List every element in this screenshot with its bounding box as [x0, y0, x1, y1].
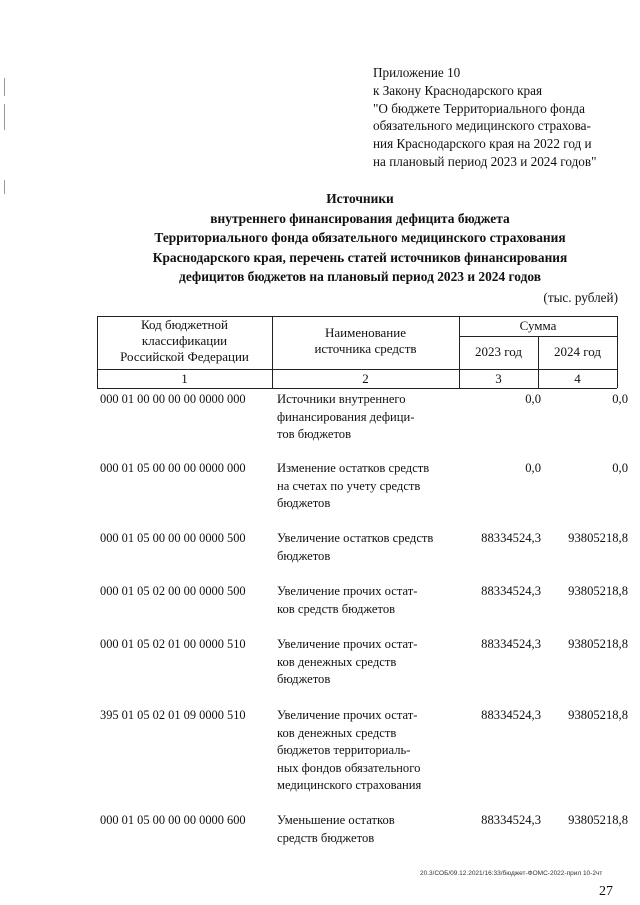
scan-margin-mark	[4, 104, 5, 130]
col-number: 4	[574, 371, 581, 386]
appendix-note	[373, 64, 635, 171]
header-code: Код бюджетной классификации Российской Федерации	[120, 317, 249, 364]
row-code: 000 01 05 02 01 00 0000 510	[100, 637, 246, 651]
row-value-2024: 93805218,8	[568, 637, 628, 651]
units-label: (тыс. рублей)	[543, 290, 618, 305]
row-value-2024: 93805218,8	[568, 531, 628, 545]
appendix-line: обязательного медицинского страхова-	[373, 118, 591, 134]
title-line: Территориального фонда обязательного медицинского страхования	[154, 230, 566, 245]
row-code: 000 01 00 00 00 00 0000 000	[100, 392, 246, 406]
col-number: 1	[181, 371, 188, 386]
title-line: Краснодарского края, перечень статей источников финансирования	[152, 249, 568, 265]
header-year-2024: 2024 год	[554, 344, 601, 359]
row-code: 000 01 05 02 00 00 0000 500	[100, 584, 246, 598]
footer-reference: 20.3/СОБ/09.12.2021/16:33/бюджет-ФОМС-2022-прил 10-2чт	[420, 870, 603, 877]
row-value-2023: 0,0	[525, 461, 541, 475]
row-name: Уменьшение остатков средств бюджетов	[277, 813, 395, 845]
row-value-2024: 0,0	[612, 392, 628, 406]
header-year-2023: 2023 год	[475, 344, 522, 359]
row-name: Источники внутреннего финансирования дефици- тов бюджетов	[277, 392, 415, 441]
header-sum: Сумма	[519, 318, 557, 333]
document-title	[95, 189, 625, 287]
row-value-2024: 93805218,8	[568, 813, 628, 827]
row-value-2024: 93805218,8	[568, 584, 628, 598]
title-line: внутреннего финансирования дефицита бюджета	[210, 210, 510, 226]
appendix-line: на плановый период 2023 и 2024 годов"	[373, 153, 597, 169]
row-value-2024: 93805218,8	[568, 708, 628, 722]
col-number: 2	[362, 371, 369, 386]
row-name: Увеличение прочих остат- ков денежных средств бюджетов территориаль- ных фондов обязательного медицинского страхования	[277, 708, 422, 792]
row-code: 000 01 05 00 00 00 0000 500	[100, 531, 246, 545]
row-value-2023: 0,0	[525, 392, 541, 406]
row-value-2023: 88334524,3	[481, 637, 541, 651]
row-value-2023: 88334524,3	[481, 531, 541, 545]
row-value-2023: 88334524,3	[481, 708, 541, 722]
col-number: 3	[495, 371, 502, 386]
appendix-line: ния Краснодарского края на 2022 год и	[373, 136, 592, 152]
scan-margin-mark	[4, 180, 5, 194]
row-value-2024: 0,0	[612, 461, 628, 475]
row-code: 000 01 05 00 00 00 0000 000	[100, 461, 246, 475]
page-number: 27	[599, 884, 613, 899]
appendix-line: Приложение 10	[373, 65, 461, 80]
scan-margin-mark	[4, 78, 5, 96]
title-line: дефицитов бюджетов на плановый период 2023 и 2024 годов	[179, 269, 541, 284]
table-header	[97, 316, 617, 388]
row-value-2023: 88334524,3	[481, 813, 541, 827]
row-name: Увеличение остатков средств бюджетов	[277, 531, 434, 563]
row-code: 000 01 05 00 00 00 0000 600	[100, 813, 246, 827]
header-name: Наименование источника средств	[314, 325, 417, 356]
row-name: Изменение остатков средств на счетах по учету средств бюджетов	[277, 461, 430, 510]
row-name: Увеличение прочих остат- ков средств бюджетов	[277, 584, 418, 616]
appendix-line: "О бюджете Территориального фонда	[373, 100, 585, 116]
row-name: Увеличение прочих остат- ков денежных средств бюджетов	[277, 637, 418, 686]
row-value-2023: 88334524,3	[481, 584, 541, 598]
title-line: Источники	[326, 191, 394, 206]
appendix-line: к Закону Краснодарского края	[373, 82, 543, 98]
row-code: 395 01 05 02 01 09 0000 510	[100, 708, 246, 722]
